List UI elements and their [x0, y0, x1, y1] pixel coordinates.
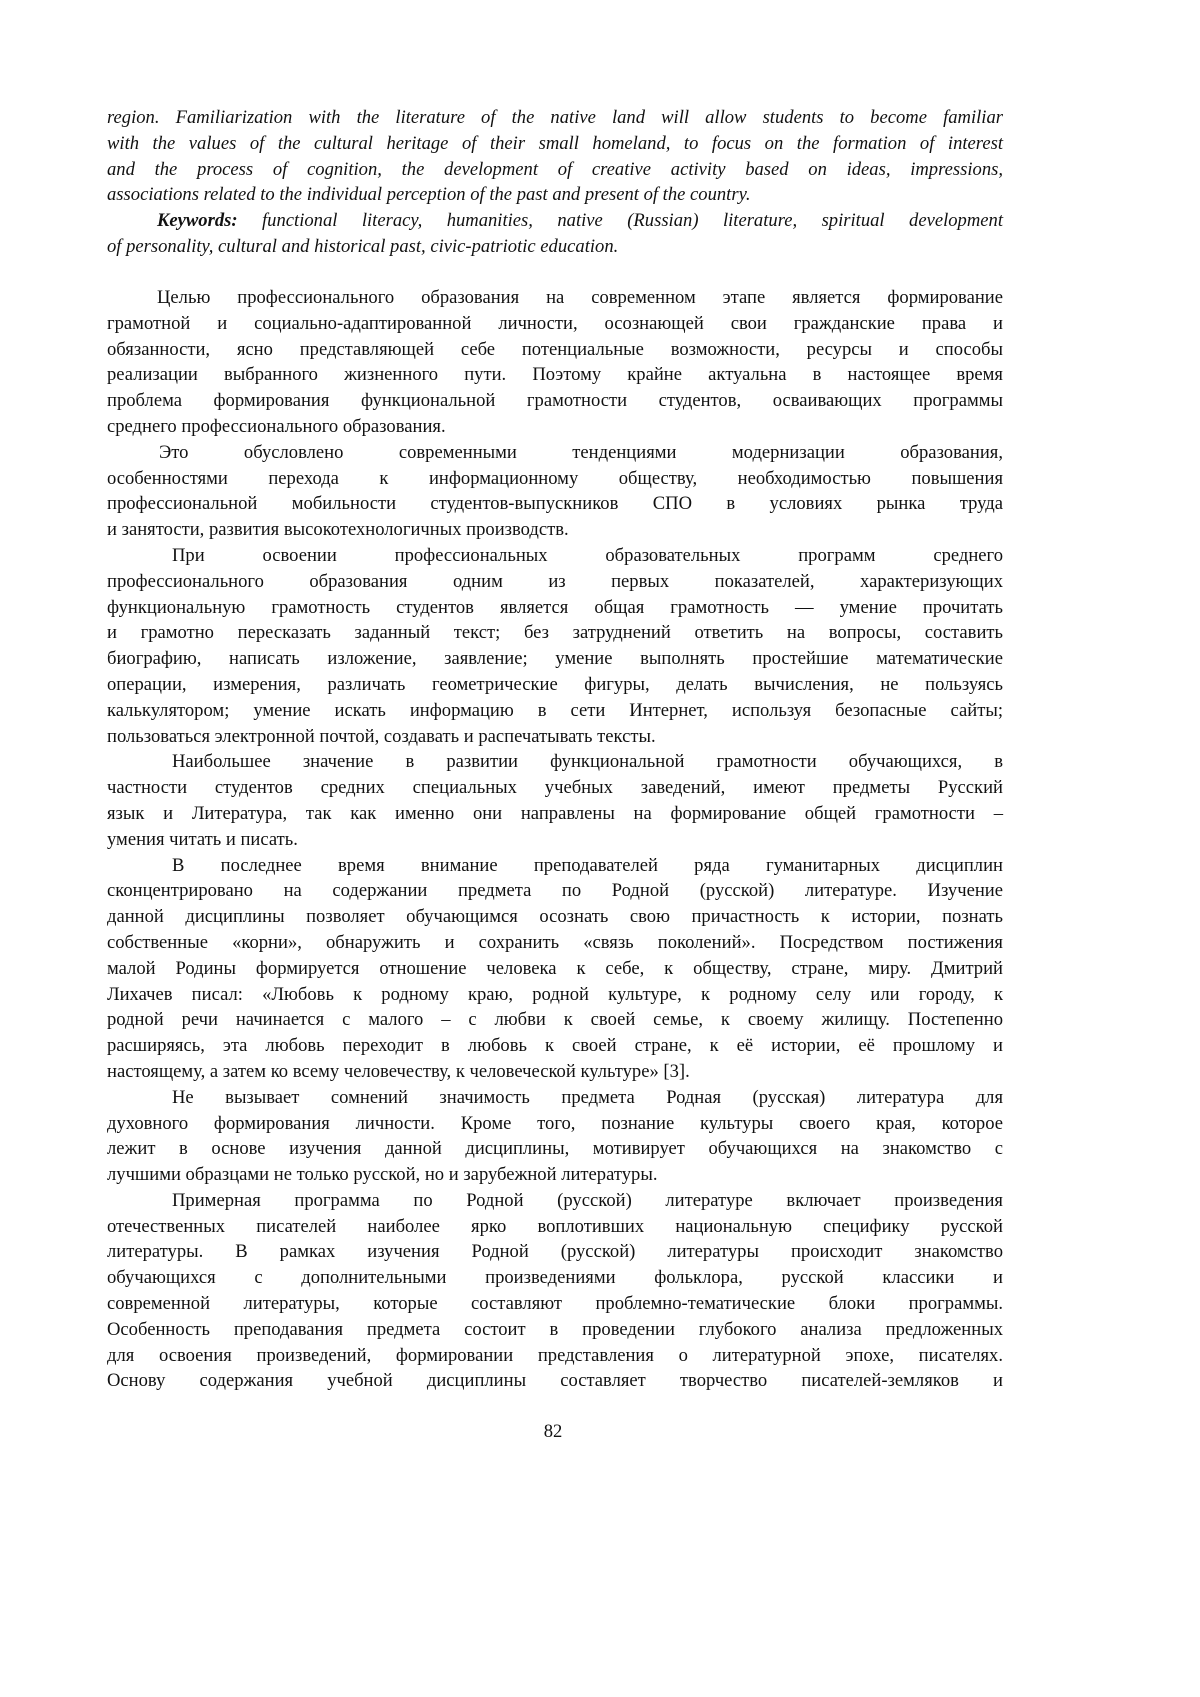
- paragraph-line: операции, измерения, различать геометрические фигуры, делать вычисления, не пользуясь: [107, 673, 1003, 695]
- paragraph-line: Это обусловлено современными тенденциями модернизации образования,: [159, 441, 1003, 463]
- article-body: [107, 285, 1003, 1394]
- paragraph-line: пользоваться электронной почтой, создавать и распечатывать тексты.: [107, 725, 656, 747]
- paragraph-line: язык и Литература, так как именно они направлены на формирование общей грамотности –: [107, 802, 1003, 824]
- paragraph-line: Особенность преподавания предмета состоит в проведении глубокого анализа предложенных: [107, 1318, 1003, 1340]
- paragraph-line: Примерная программа по Родной (русской) литературе включает произведения: [172, 1189, 1003, 1211]
- paragraph-line: При освоении профессиональных образовательных программ среднего: [172, 544, 1003, 566]
- paragraph-line: В последнее время внимание преподавателей ряда гуманитарных дисциплин: [172, 854, 1003, 876]
- paragraph-line: для освоения произведений, формировании представления о литературной эпохе, писателях.: [107, 1344, 1003, 1366]
- paragraph-line: умения читать и писать.: [107, 828, 298, 850]
- paragraph-line: настоящему, а затем ко всему человечеству, к человеческой культуре» [3].: [107, 1060, 690, 1082]
- paragraph-line: и грамотно пересказать заданный текст; без затруднений ответить на вопросы, составить: [107, 622, 1003, 644]
- paragraph-line: отечественных писателей наиболее ярко воплотивших национальную специфику русской: [107, 1215, 1003, 1237]
- paragraph-line: биографию, написать изложение, заявление; умение выполнять простейшие математические: [107, 648, 1003, 670]
- abstract-line: region. Familiarization with the literature of the native land will allow students to become familiar: [107, 107, 1003, 128]
- paragraph-line: собственные «корни», обнаружить и сохранить «связь поколений». Посредством постижения: [107, 931, 1003, 953]
- paragraph: [107, 285, 1003, 440]
- paragraph-line: среднего профессионального образования.: [107, 415, 446, 437]
- paragraph-line: малой Родины формируется отношение человека к себе, к обществу, стране, миру. Дмитрий: [107, 957, 1003, 979]
- paragraph-line: грамотной и социально-адаптированной личности, осознающей свои гражданские права и: [107, 312, 1003, 334]
- paragraph-line: калькулятором; умение искать информацию в сети Интернет, используя безопасные сайты;: [107, 699, 1003, 721]
- paragraph: [107, 543, 1003, 749]
- paragraph: [107, 749, 1003, 852]
- paragraph-line: профессиональной мобильности студентов-выпускников СПО в условиях рынка труда: [107, 493, 1003, 515]
- paragraph-line: Лихачев писал: «Любовь к родному краю, родной культуре, к родному селу или городу, к: [107, 983, 1003, 1005]
- paragraph-line: проблема формирования функциональной грамотности студентов, осваивающих программы: [107, 390, 1003, 412]
- paragraph-line: духовного формирования личности. Кроме того, познание культуры своего края, которое: [107, 1112, 1003, 1134]
- paragraph-line: лежит в основе изучения данной дисциплины, мотивирует обучающихся на знакомство с: [107, 1138, 1003, 1160]
- paragraph-line: обучающихся с дополнительными произведениями фольклора, русской классики и: [107, 1267, 1003, 1289]
- paragraph-line: частности студентов средних специальных учебных заведений, имеют предметы Русский: [107, 777, 1003, 799]
- keywords-label: Keywords:: [157, 210, 238, 232]
- paragraph-line: реализации выбранного жизненного пути. Поэтому крайне актуальна в настоящее время: [107, 364, 1003, 386]
- paragraph: [107, 1188, 1003, 1394]
- paragraph-line: обязанности, ясно представляющей себе потенциальные возможности, ресурсы и способы: [107, 338, 1003, 360]
- paragraph-line: лучшими образцами не только русской, но и зарубежной литературы.: [107, 1164, 658, 1186]
- keywords-line: [107, 208, 1003, 234]
- abstract-line: and the process of cognition, the development of creative activity based on ideas, impressions,: [107, 158, 1003, 180]
- keywords-text: functional literacy, humanities, native (Russian) literature, spiritual development: [237, 210, 1003, 232]
- paragraph: [107, 853, 1003, 1085]
- abstract-line: associations related to the individual perception of the past and present of the country.: [107, 184, 751, 206]
- paragraph: [107, 1085, 1003, 1188]
- abstract-line: with the values of the cultural heritage of their small homeland, to focus on the formation of interest: [107, 132, 1003, 154]
- keywords-line: of personality, cultural and historical past, civic-patriotic education.: [107, 235, 619, 257]
- paragraph-line: Наибольшее значение в развитии функциональной грамотности обучающихся, в: [172, 751, 1003, 773]
- paragraph-line: данной дисциплины позволяет обучающимся осознать свою причастность к истории, познать: [107, 906, 1003, 928]
- paragraph-line: Основу содержания учебной дисциплины составляет творчество писателей-земляков и: [107, 1370, 1003, 1392]
- paragraph-line: Не вызывает сомнений значимость предмета Родная (русская) литература для: [172, 1086, 1003, 1108]
- paragraph-line: функциональную грамотность студентов является общая грамотность — умение прочитать: [107, 596, 1003, 618]
- abstract: [107, 105, 1003, 260]
- paragraph-line: сконцентрировано на содержании предмета по Родной (русской) литературе. Изучение: [107, 880, 1003, 902]
- paragraph-line: и занятости, развития высокотехнологичных производств.: [107, 519, 569, 541]
- paragraph-line: литературы. В рамках изучения Родной (русской) литературы происходит знакомство: [107, 1241, 1003, 1263]
- paragraph-line: профессионального образования одним из первых показателей, характеризующих: [107, 570, 1003, 592]
- paragraph-line: расширяясь, эта любовь переходит в любовь к своей стране, к её истории, её прошлому и: [107, 1035, 1003, 1057]
- paragraph: [107, 440, 1003, 543]
- paragraph-line: особенностями перехода к информационному обществу, необходимостью повышения: [107, 467, 1003, 489]
- page-number: 82: [543, 1421, 563, 1442]
- paragraph-line: Целью профессионального образования на современном этапе является формирование: [157, 287, 1003, 308]
- paragraph-line: современной литературы, которые составляют проблемно-тематические блоки программы.: [107, 1293, 1003, 1315]
- paragraph-line: родной речи начинается с малого – с любви к своей семье, к своему жилищу. Постепенно: [107, 1009, 1003, 1031]
